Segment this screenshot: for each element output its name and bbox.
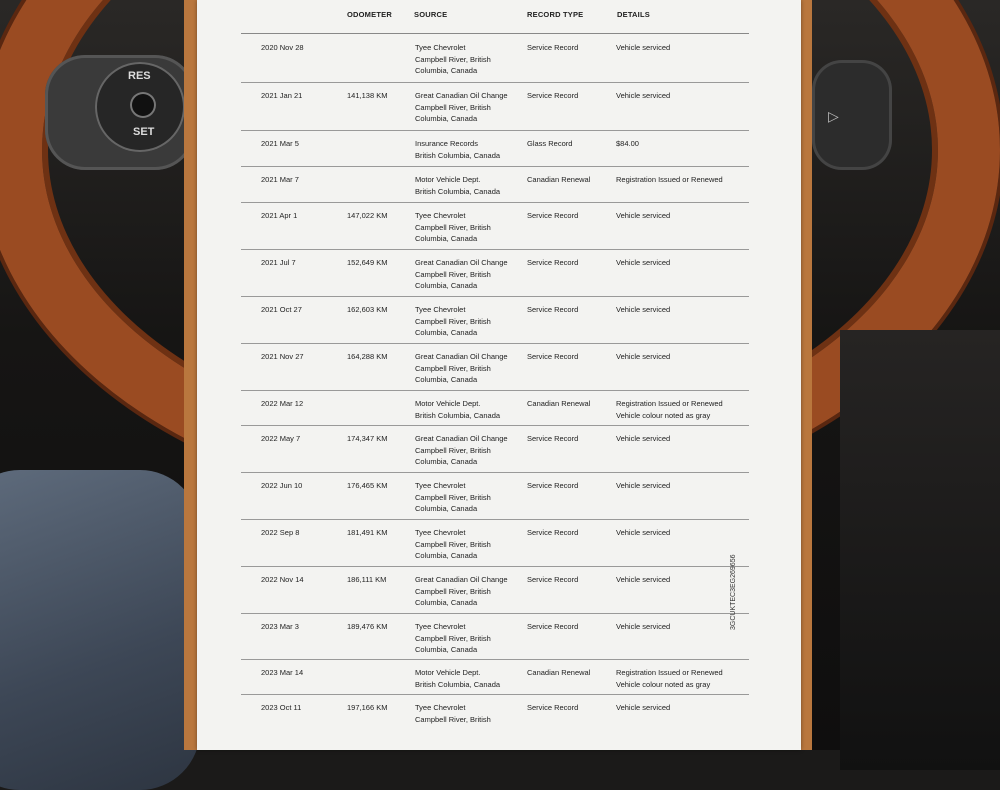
row-source-line: Columbia, Canada <box>415 457 478 467</box>
row-record-type: Service Record <box>527 91 579 100</box>
row-odometer: 162,603 KM <box>347 305 388 314</box>
table-row <box>241 343 749 391</box>
row-source <box>415 138 500 161</box>
row-source-line: Columbia, Canada <box>415 234 478 244</box>
table-row <box>241 472 749 520</box>
row-details <box>616 621 670 633</box>
play-arrow-icon: ▷ <box>828 108 839 124</box>
row-date: 2022 Jun 10 <box>261 481 303 490</box>
row-source-line: Campbell River, British <box>415 316 491 326</box>
row-details-line: Registration Issued or Renewed <box>616 668 723 677</box>
row-source-line: Campbell River, British <box>415 445 491 455</box>
row-odometer: 181,491 KM <box>347 528 388 537</box>
row-odometer: 189,476 KM <box>347 622 388 631</box>
vin-number: 3GCUKTEC3EG269656 <box>730 554 737 630</box>
row-details <box>616 480 670 492</box>
row-record-type: Service Record <box>527 703 579 712</box>
row-details-line: Vehicle serviced <box>616 43 671 52</box>
row-odometer: 176,465 KM <box>347 481 388 490</box>
row-details-line: Vehicle serviced <box>616 575 671 584</box>
row-source <box>415 480 491 515</box>
row-details <box>616 257 670 269</box>
table-row <box>241 34 749 83</box>
row-record-type: Service Record <box>527 43 579 52</box>
table-row <box>241 659 749 695</box>
row-source-line: Campbell River, British <box>415 363 491 373</box>
row-odometer: 147,022 KM <box>347 211 388 220</box>
row-source-line: British Columbia, Canada <box>415 679 501 689</box>
row-date: 2022 Sep 8 <box>261 528 300 537</box>
row-details-line: Vehicle colour noted as gray <box>616 410 711 420</box>
row-source-line: Motor Vehicle Dept. <box>415 668 481 677</box>
row-source-line: Tyee Chevrolet <box>415 703 466 712</box>
row-source-line: Campbell River, British <box>415 714 491 724</box>
table-row <box>241 425 749 473</box>
row-odometer: 186,111 KM <box>347 575 387 584</box>
row-source <box>415 398 500 421</box>
row-source <box>415 174 500 197</box>
table-row <box>241 519 749 567</box>
row-source <box>415 702 491 725</box>
row-source-line: Campbell River, British <box>415 633 491 643</box>
row-source-line: British Columbia, Canada <box>415 410 501 420</box>
row-date: 2021 Jul 7 <box>261 258 296 267</box>
row-details-line: Vehicle serviced <box>616 434 671 443</box>
cruise-res-label: RES <box>128 70 151 82</box>
row-source <box>415 351 508 386</box>
row-source-line: Columbia, Canada <box>415 66 478 76</box>
row-details <box>616 702 670 714</box>
row-source-line: Campbell River, British <box>415 54 491 64</box>
cruise-center-icon <box>130 92 156 118</box>
row-date: 2022 Mar 12 <box>261 399 304 408</box>
row-record-type: Service Record <box>527 528 579 537</box>
row-source-line: British Columbia, Canada <box>415 150 501 160</box>
row-source-line: Motor Vehicle Dept. <box>415 399 481 408</box>
row-source-line: Columbia, Canada <box>415 551 478 561</box>
row-source-line: Great Canadian Oil Change <box>415 575 508 584</box>
table-row <box>241 202 749 250</box>
row-details-line: Registration Issued or Renewed <box>616 399 723 408</box>
row-details-line: Registration Issued or Renewed <box>616 175 723 184</box>
row-record-type: Service Record <box>527 575 579 584</box>
row-source-line: Columbia, Canada <box>415 328 478 338</box>
row-date: 2023 Mar 3 <box>261 622 299 631</box>
row-details-line: Vehicle serviced <box>616 528 671 537</box>
row-details <box>616 138 639 150</box>
table-row <box>241 130 749 167</box>
row-source-line: Tyee Chevrolet <box>415 528 466 537</box>
row-date: 2023 Oct 11 <box>261 703 302 712</box>
table-row <box>241 296 749 344</box>
row-date: 2021 Jan 21 <box>261 91 303 100</box>
row-details <box>616 174 723 186</box>
row-date: 2021 Oct 27 <box>261 305 302 314</box>
row-source-line: Columbia, Canada <box>415 114 478 124</box>
row-odometer: 164,288 KM <box>347 352 388 361</box>
row-source-line: Tyee Chevrolet <box>415 481 466 490</box>
row-odometer: 197,166 KM <box>347 703 388 712</box>
row-source-line: Columbia, Canada <box>415 281 478 291</box>
row-source <box>415 257 508 292</box>
header-record-type: RECORD TYPE <box>527 10 584 19</box>
row-details-line: Vehicle serviced <box>616 703 671 712</box>
table-row <box>241 694 749 724</box>
row-details-line: Vehicle serviced <box>616 305 671 314</box>
row-details-line: Vehicle serviced <box>616 622 671 631</box>
row-source-line: Motor Vehicle Dept. <box>415 175 481 184</box>
row-source-line: Tyee Chevrolet <box>415 43 466 52</box>
table-row <box>241 566 749 614</box>
row-source <box>415 304 491 339</box>
row-source <box>415 433 508 468</box>
row-record-type: Service Record <box>527 352 579 361</box>
row-record-type: Service Record <box>527 434 579 443</box>
table-row <box>241 166 749 203</box>
cruise-set-label: SET <box>133 126 155 138</box>
row-source-line: Columbia, Canada <box>415 504 478 514</box>
row-details <box>616 527 670 539</box>
row-source-line: Insurance Records <box>415 139 478 148</box>
row-source <box>415 621 491 656</box>
row-source-line: Great Canadian Oil Change <box>415 352 508 361</box>
vehicle-history-page <box>197 0 801 750</box>
table-row <box>241 82 749 131</box>
lap-jeans <box>0 470 200 790</box>
row-source <box>415 527 491 562</box>
row-date: 2022 May 7 <box>261 434 301 443</box>
row-details-line: Vehicle serviced <box>616 91 671 100</box>
row-details <box>616 42 670 54</box>
wheel-right-control-panel <box>812 60 892 170</box>
header-details: DETAILS <box>617 10 650 19</box>
row-details-line: Vehicle serviced <box>616 211 671 220</box>
row-details <box>616 304 670 316</box>
table-row <box>241 249 749 297</box>
row-source-line: Campbell River, British <box>415 102 491 112</box>
row-details <box>616 574 670 586</box>
row-source <box>415 210 491 245</box>
row-record-type: Service Record <box>527 481 579 490</box>
row-details <box>616 351 670 363</box>
row-source-line: Campbell River, British <box>415 539 491 549</box>
row-source-line: Campbell River, British <box>415 269 491 279</box>
row-date: 2021 Mar 7 <box>261 175 299 184</box>
row-source-line: Columbia, Canada <box>415 598 478 608</box>
row-source-line: Great Canadian Oil Change <box>415 434 508 443</box>
row-record-type: Service Record <box>527 622 579 631</box>
row-source-line: Campbell River, British <box>415 222 491 232</box>
row-date: 2021 Mar 5 <box>261 139 299 148</box>
row-details <box>616 667 723 690</box>
row-source-line: Great Canadian Oil Change <box>415 258 508 267</box>
row-source-line: Tyee Chevrolet <box>415 305 466 314</box>
row-source-line: British Columbia, Canada <box>415 186 501 196</box>
center-console <box>840 330 1000 770</box>
row-source-line: Great Canadian Oil Change <box>415 91 508 100</box>
row-details-line: Vehicle colour noted as gray <box>616 679 711 689</box>
row-record-type: Canadian Renewal <box>527 668 591 677</box>
row-source-line: Tyee Chevrolet <box>415 622 466 631</box>
table-row <box>241 613 749 660</box>
table-row <box>241 390 749 426</box>
row-details-line: Vehicle serviced <box>616 352 671 361</box>
row-details <box>616 398 723 421</box>
row-odometer: 174,347 KM <box>347 434 388 443</box>
row-date: 2020 Nov 28 <box>261 43 304 52</box>
row-date: 2022 Nov 14 <box>261 575 304 584</box>
header-odometer: ODOMETER <box>347 10 392 19</box>
row-details <box>616 210 670 222</box>
row-date: 2023 Mar 14 <box>261 668 304 677</box>
row-source <box>415 42 491 77</box>
row-record-type: Glass Record <box>527 139 573 148</box>
row-details-line: Vehicle serviced <box>616 258 671 267</box>
row-odometer: 141,138 KM <box>347 91 388 100</box>
row-date: 2021 Nov 27 <box>261 352 304 361</box>
row-source <box>415 574 508 609</box>
row-record-type: Service Record <box>527 211 579 220</box>
row-date: 2021 Apr 1 <box>261 211 298 220</box>
header-source: SOURCE <box>414 10 448 19</box>
row-source-line: Campbell River, British <box>415 492 491 502</box>
row-source <box>415 667 500 690</box>
row-source-line: Campbell River, British <box>415 586 491 596</box>
row-odometer: 152,649 KM <box>347 258 388 267</box>
row-record-type: Service Record <box>527 305 579 314</box>
row-record-type: Service Record <box>527 258 579 267</box>
row-source-line: Columbia, Canada <box>415 645 478 655</box>
row-source-line: Tyee Chevrolet <box>415 211 466 220</box>
row-source-line: Columbia, Canada <box>415 375 478 385</box>
row-record-type: Canadian Renewal <box>527 175 591 184</box>
row-details-line: Vehicle serviced <box>616 481 671 490</box>
row-source <box>415 90 508 125</box>
row-details <box>616 433 670 445</box>
row-details-line: $84.00 <box>616 139 639 148</box>
row-record-type: Canadian Renewal <box>527 399 591 408</box>
row-details <box>616 90 670 102</box>
